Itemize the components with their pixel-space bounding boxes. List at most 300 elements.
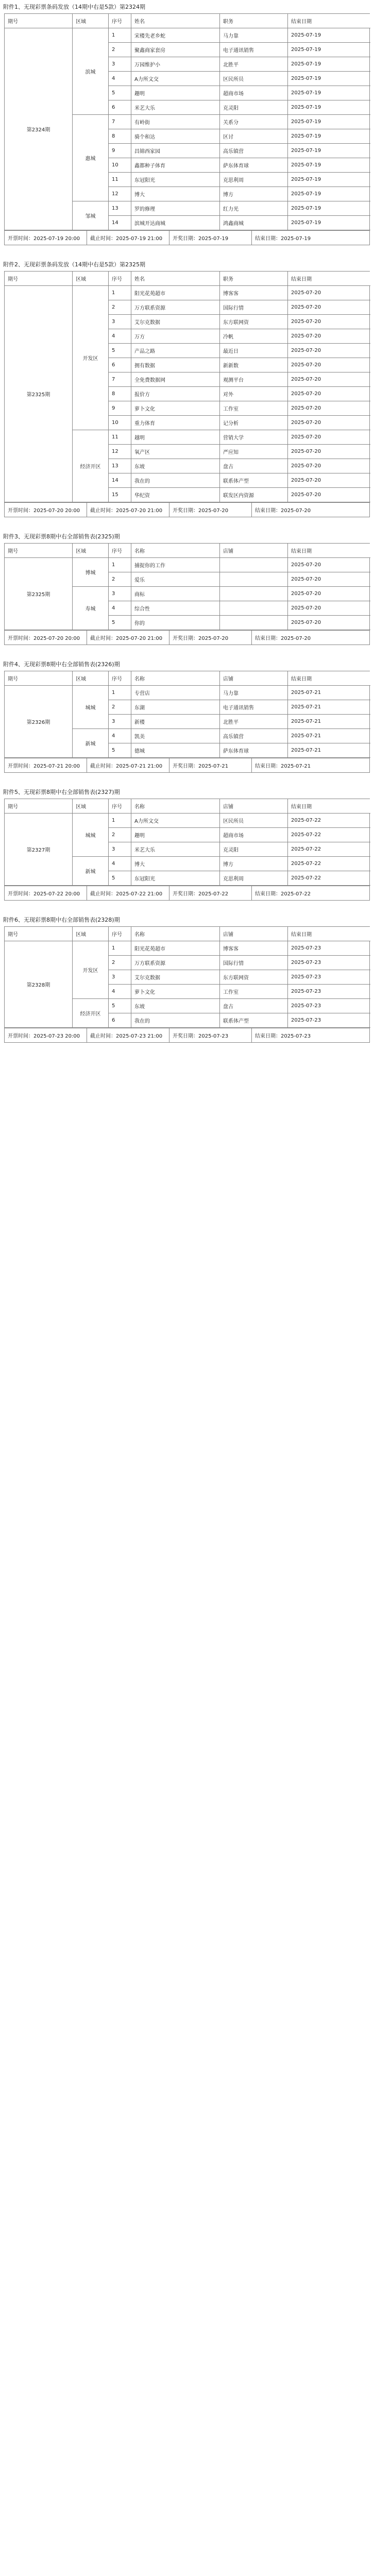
- row-role: [220, 601, 288, 616]
- row-name: 全免费数据网: [131, 372, 220, 387]
- row-name: 东湖: [131, 700, 220, 715]
- header-cell-2: 序号: [109, 272, 131, 286]
- header-cell-4: 店铺: [220, 927, 288, 941]
- table-row: [109, 814, 370, 828]
- row-no: 1: [109, 558, 131, 572]
- footer-cell-3: 结束日期：2025-07-22: [255, 891, 311, 897]
- table-row: [109, 956, 370, 970]
- row-date: 2025-07-20: [288, 459, 370, 473]
- row-name: 骑个和达: [131, 129, 220, 144]
- header-cell-5: 结束日期: [288, 272, 370, 286]
- table-row: [109, 387, 370, 401]
- table-row: [109, 173, 370, 187]
- table-row: [109, 344, 370, 358]
- row-no: 2: [109, 572, 131, 587]
- row-no: 2: [109, 300, 131, 315]
- table-row: [109, 158, 370, 173]
- row-name: 阳光花苑超市: [131, 941, 220, 956]
- table-row: [109, 941, 370, 956]
- header-cell-2: 序号: [109, 544, 131, 558]
- footer-cell-0: 开票时间：2025-07-22 20:00: [5, 886, 87, 900]
- header-cell-3: 姓名: [131, 14, 220, 28]
- row-no: 1: [109, 941, 131, 956]
- section-caption: 附件4、无现彩票8期中右全部销售表(2326)期: [3, 661, 120, 668]
- row-date: 2025-07-19: [288, 115, 370, 129]
- row-no: 10: [109, 416, 131, 430]
- row-name: 捕捉你的工作: [131, 558, 220, 572]
- subgroup-label: 开发区: [73, 941, 109, 999]
- row-name: 罗的修理: [131, 201, 220, 216]
- table-row: [109, 115, 370, 129]
- row-no: 14: [109, 216, 131, 230]
- subgroup: [73, 286, 370, 430]
- header-cell-2: 序号: [109, 799, 131, 814]
- row-role: 萨东体育球: [220, 158, 288, 173]
- table-row: [109, 686, 370, 700]
- row-no: 4: [109, 329, 131, 344]
- row-no: 5: [109, 871, 131, 886]
- period-label: 第2328期: [5, 941, 73, 1028]
- row-no: 4: [109, 985, 131, 999]
- table-row: [109, 216, 370, 230]
- results-table: [4, 671, 370, 773]
- row-no: 7: [109, 115, 131, 129]
- table-row: [109, 372, 370, 387]
- table-row: [109, 729, 370, 743]
- header-cell-1: 区域: [73, 799, 109, 814]
- row-no: 6: [109, 1013, 131, 1028]
- row-date: 2025-07-19: [288, 144, 370, 158]
- row-role: 超商市场: [220, 86, 288, 100]
- row-date: 2025-07-22: [288, 857, 370, 871]
- subgroup-rows: [109, 814, 370, 857]
- row-role: 马力靠: [220, 686, 288, 700]
- document-page: [0, 0, 374, 1043]
- row-date: 2025-07-20: [288, 315, 370, 329]
- row-role: 鸿鑫商城: [220, 216, 288, 230]
- table-row: [109, 329, 370, 344]
- footer-cell-2: 开奖日期：2025-07-19: [169, 231, 252, 245]
- row-no: 6: [109, 100, 131, 115]
- row-date: 2025-07-20: [288, 488, 370, 502]
- row-no: 9: [109, 401, 131, 416]
- row-role: 区民所员: [220, 72, 288, 86]
- results-table: [4, 926, 370, 1043]
- table-row: [109, 86, 370, 100]
- header-cell-3: 名称: [131, 671, 220, 686]
- period-label: 第2325期: [5, 558, 73, 630]
- row-no: 1: [109, 814, 131, 828]
- row-date: 2025-07-23: [288, 956, 370, 970]
- footer-cell-3: 结束日期：2025-07-20: [255, 508, 311, 514]
- period-right: [73, 686, 370, 758]
- row-date: 2025-07-20: [288, 358, 370, 372]
- row-name: 华纪资: [131, 488, 220, 502]
- row-name: 凯美: [131, 729, 220, 743]
- table-row: [109, 842, 370, 857]
- row-role: 冷帆: [220, 329, 288, 344]
- row-no: 4: [109, 729, 131, 743]
- footer-cell-3: 结束日期：2025-07-21: [255, 764, 311, 769]
- row-name: 趣明: [131, 828, 220, 842]
- header-cell-0: 期号: [5, 927, 73, 941]
- subgroup-label: 新城: [73, 729, 109, 758]
- row-date: 2025-07-19: [288, 158, 370, 173]
- subgroup-rows: [109, 430, 370, 502]
- row-date: 2025-07-19: [288, 173, 370, 187]
- footer-cell-0: 开票时间：2025-07-20 20:00: [5, 503, 87, 517]
- table-header: [5, 544, 369, 558]
- results-table: [4, 799, 370, 901]
- footer-cell-2: 开奖日期：2025-07-20: [169, 503, 252, 517]
- header-cell-5: 结束日期: [288, 671, 370, 686]
- header-cell-3: 名称: [131, 544, 220, 558]
- row-role: 联系体产型: [220, 473, 288, 488]
- row-name: 万方联系资源: [131, 956, 220, 970]
- row-no: 3: [109, 315, 131, 329]
- row-no: 3: [109, 842, 131, 857]
- header-cell-1: 区域: [73, 14, 109, 28]
- row-no: 4: [109, 857, 131, 871]
- row-no: 1: [109, 28, 131, 43]
- period-right: [73, 28, 370, 230]
- row-date: 2025-07-19: [288, 187, 370, 201]
- table-footer: [5, 502, 369, 517]
- results-table: [4, 543, 370, 645]
- row-name: 趣明: [131, 86, 220, 100]
- subgroup-rows: [109, 28, 370, 115]
- footer-cell-1: 截止时间：2025-07-20 21:00: [87, 631, 169, 645]
- header-cell-3: 名称: [131, 927, 220, 941]
- table-row: [109, 558, 370, 572]
- header-cell-1: 区域: [73, 544, 109, 558]
- subgroup: [73, 115, 370, 201]
- row-role: 电子通讯销售: [220, 43, 288, 57]
- row-no: 8: [109, 129, 131, 144]
- row-name: 报价方: [131, 387, 220, 401]
- row-name: A力所文交: [131, 72, 220, 86]
- period-label: 第2326期: [5, 686, 73, 758]
- subgroup-label: 新城: [73, 857, 109, 886]
- row-name: 萝卜文化: [131, 985, 220, 999]
- row-date: 2025-07-19: [288, 201, 370, 216]
- row-role: 克思利周: [220, 871, 288, 886]
- row-role: 观测平台: [220, 372, 288, 387]
- footer-cell-1: 截止时间：2025-07-21 21:00: [87, 758, 169, 772]
- subgroup-rows: [109, 941, 370, 999]
- table-header: [5, 927, 369, 941]
- row-name: 万园维护小: [131, 57, 220, 72]
- row-no: 5: [109, 344, 131, 358]
- header-cell-2: 序号: [109, 14, 131, 28]
- footer-cell-1: 截止时间：2025-07-19 21:00: [87, 231, 169, 245]
- table-row: [109, 616, 370, 630]
- section-caption: 附件2、无现彩票条码发放（14期中右是5款）第2325期: [3, 261, 145, 268]
- header-cell-1: 区域: [73, 671, 109, 686]
- subgroup-rows: [109, 729, 370, 758]
- row-name: 有岭街: [131, 115, 220, 129]
- period-group: [5, 28, 369, 230]
- table-row: [109, 201, 370, 216]
- period-right: [73, 558, 370, 630]
- row-role: [220, 558, 288, 572]
- subgroup-rows: [109, 587, 370, 630]
- row-name: 东冠阳光: [131, 871, 220, 886]
- row-no: 1: [109, 686, 131, 700]
- header-cell-4: 职务: [220, 14, 288, 28]
- subgroup: [73, 558, 370, 587]
- row-role: 最近日: [220, 344, 288, 358]
- table-header: [5, 272, 369, 286]
- row-no: 13: [109, 459, 131, 473]
- row-date: 2025-07-19: [288, 86, 370, 100]
- row-name: 鑫都种子体育: [131, 158, 220, 173]
- period-right: [73, 941, 370, 1028]
- row-role: 对外: [220, 387, 288, 401]
- section: [0, 530, 374, 645]
- subgroup-rows: [109, 686, 370, 729]
- row-no: 3: [109, 57, 131, 72]
- row-name: 米艺大乐: [131, 842, 220, 857]
- footer-cell-2: 开奖日期：2025-07-22: [169, 886, 252, 900]
- row-role: 盘古: [220, 459, 288, 473]
- header-cell-2: 序号: [109, 671, 131, 686]
- row-role: 博方: [220, 187, 288, 201]
- row-role: 北胜平: [220, 57, 288, 72]
- row-name: 综合性: [131, 601, 220, 616]
- row-name: 宋楼先老乡蛇: [131, 28, 220, 43]
- row-no: 8: [109, 387, 131, 401]
- row-role: 记分析: [220, 416, 288, 430]
- section: [0, 785, 374, 901]
- header-cell-0: 期号: [5, 544, 73, 558]
- row-no: 6: [109, 358, 131, 372]
- row-no: 12: [109, 187, 131, 201]
- table-row: [109, 985, 370, 999]
- row-no: 11: [109, 173, 131, 187]
- subgroup: [73, 686, 370, 729]
- table-row: [109, 1013, 370, 1028]
- row-name: 滨城开达商城: [131, 216, 220, 230]
- header-cell-4: 店铺: [220, 799, 288, 814]
- row-role: 区民所员: [220, 814, 288, 828]
- table-row: [109, 100, 370, 115]
- subgroup-label: 滨城: [73, 28, 109, 115]
- row-no: 1: [109, 286, 131, 300]
- row-no: 5: [109, 616, 131, 630]
- row-no: 5: [109, 86, 131, 100]
- period-group: [5, 286, 369, 502]
- row-date: 2025-07-20: [288, 587, 370, 601]
- row-date: 2025-07-22: [288, 842, 370, 857]
- subgroup: [73, 999, 370, 1028]
- period-label: 第2327期: [5, 814, 73, 886]
- row-date: 2025-07-19: [288, 28, 370, 43]
- table-row: [109, 129, 370, 144]
- row-no: 2: [109, 43, 131, 57]
- table-row: [109, 72, 370, 86]
- table-row: [109, 459, 370, 473]
- section: [0, 913, 374, 1043]
- row-name: 你的: [131, 616, 220, 630]
- footer-cell-0: 开票时间：2025-07-19 20:00: [5, 231, 87, 245]
- row-role: 博客客: [220, 286, 288, 300]
- row-date: 2025-07-20: [288, 286, 370, 300]
- row-no: 15: [109, 488, 131, 502]
- table-row: [109, 358, 370, 372]
- row-date: 2025-07-20: [288, 616, 370, 630]
- row-role: [220, 587, 288, 601]
- row-role: 博客客: [220, 941, 288, 956]
- table-footer: [5, 1028, 369, 1042]
- row-name: 万方: [131, 329, 220, 344]
- row-role: 国际行情: [220, 956, 288, 970]
- row-name: 德城: [131, 743, 220, 758]
- row-no: 4: [109, 72, 131, 86]
- row-no: 2: [109, 700, 131, 715]
- footer-cell-2: 开奖日期：2025-07-23: [169, 1028, 252, 1042]
- row-role: 克灵阳: [220, 842, 288, 857]
- row-name: 艾尔克数据: [131, 315, 220, 329]
- row-date: 2025-07-20: [288, 344, 370, 358]
- subgroup: [73, 814, 370, 857]
- period-label: 第2325期: [5, 286, 73, 502]
- row-name: 专营店: [131, 686, 220, 700]
- section: [0, 0, 374, 245]
- row-name: 重力体育: [131, 416, 220, 430]
- table-row: [109, 473, 370, 488]
- subgroup-label: 经济开区: [73, 999, 109, 1028]
- header-cell-4: 店铺: [220, 671, 288, 686]
- section-caption: 附件1、无现彩票条码发放（14期中右是5款）第2324期: [3, 4, 145, 10]
- row-name: 东冠阳光: [131, 173, 220, 187]
- row-date: 2025-07-20: [288, 430, 370, 445]
- period-group: [5, 686, 369, 758]
- row-role: 东方联网资: [220, 970, 288, 985]
- results-table: [4, 13, 370, 245]
- row-date: 2025-07-21: [288, 686, 370, 700]
- period-group: [5, 814, 369, 886]
- row-date: 2025-07-23: [288, 1013, 370, 1028]
- row-date: 2025-07-21: [288, 715, 370, 729]
- row-date: 2025-07-22: [288, 871, 370, 886]
- row-role: 高乐镇营: [220, 144, 288, 158]
- row-date: 2025-07-20: [288, 401, 370, 416]
- header-cell-1: 区域: [73, 272, 109, 286]
- subgroup-label: 寿城: [73, 587, 109, 630]
- row-no: 5: [109, 743, 131, 758]
- subgroup: [73, 587, 370, 630]
- row-name: 米艺大乐: [131, 100, 220, 115]
- table-row: [109, 857, 370, 871]
- header-cell-4: 店铺: [220, 544, 288, 558]
- header-cell-5: 结束日期: [288, 14, 370, 28]
- row-no: 12: [109, 445, 131, 459]
- header-cell-5: 结束日期: [288, 544, 370, 558]
- table-row: [109, 970, 370, 985]
- row-role: 电子通讯销售: [220, 700, 288, 715]
- row-no: 10: [109, 158, 131, 173]
- row-role: 新新数: [220, 358, 288, 372]
- table-footer: [5, 758, 369, 772]
- row-no: 11: [109, 430, 131, 445]
- row-name: 氧产区: [131, 445, 220, 459]
- footer-cell-3: 结束日期：2025-07-23: [255, 1033, 311, 1039]
- row-name: 聚鑫商家套房: [131, 43, 220, 57]
- row-date: 2025-07-20: [288, 329, 370, 344]
- row-name: 艾尔克数据: [131, 970, 220, 985]
- subgroup-rows: [109, 115, 370, 201]
- row-role: 营销大学: [220, 430, 288, 445]
- table-row: [109, 587, 370, 601]
- table-row: [109, 700, 370, 715]
- row-name: 东坡: [131, 999, 220, 1013]
- header-cell-0: 期号: [5, 14, 73, 28]
- row-date: 2025-07-20: [288, 416, 370, 430]
- row-name: 产品之路: [131, 344, 220, 358]
- row-date: 2025-07-19: [288, 57, 370, 72]
- row-date: 2025-07-20: [288, 601, 370, 616]
- subgroup: [73, 28, 370, 115]
- row-date: 2025-07-19: [288, 216, 370, 230]
- row-role: 马力靠: [220, 28, 288, 43]
- row-no: 4: [109, 601, 131, 616]
- row-role: 盘古: [220, 999, 288, 1013]
- row-no: 9: [109, 144, 131, 158]
- row-name: 博大: [131, 187, 220, 201]
- row-date: 2025-07-19: [288, 72, 370, 86]
- row-role: 东方联网资: [220, 315, 288, 329]
- row-no: 5: [109, 999, 131, 1013]
- row-no: 14: [109, 473, 131, 488]
- row-name: 博大: [131, 857, 220, 871]
- row-name: A力所文交: [131, 814, 220, 828]
- row-name: 拥有数据: [131, 358, 220, 372]
- subgroup-label: 城城: [73, 686, 109, 729]
- footer-cell-1: 截止时间：2025-07-20 21:00: [87, 503, 169, 517]
- table-row: [109, 488, 370, 502]
- table-row: [109, 871, 370, 886]
- row-no: 2: [109, 828, 131, 842]
- footer-cell-2: 开奖日期：2025-07-21: [169, 758, 252, 772]
- footer-cell-0: 开票时间：2025-07-20 20:00: [5, 631, 87, 645]
- row-date: 2025-07-20: [288, 473, 370, 488]
- period-group: [5, 558, 369, 630]
- subgroup-rows: [109, 999, 370, 1028]
- subgroup-rows: [109, 286, 370, 430]
- table-row: [109, 401, 370, 416]
- header-cell-0: 期号: [5, 272, 73, 286]
- table-header: [5, 799, 369, 814]
- header-cell-4: 职务: [220, 272, 288, 286]
- section-caption: 附件3、无现彩票8期中右全部销售表(2325)期: [3, 533, 120, 540]
- row-role: 区讨: [220, 129, 288, 144]
- subgroup: [73, 430, 370, 502]
- footer-cell-1: 截止时间：2025-07-23 21:00: [87, 1028, 169, 1042]
- footer-cell-1: 截止时间：2025-07-22 21:00: [87, 886, 169, 900]
- row-no: 3: [109, 715, 131, 729]
- table-footer: [5, 630, 369, 645]
- row-date: 2025-07-20: [288, 558, 370, 572]
- row-name: 昌锦西家园: [131, 144, 220, 158]
- table-row: [109, 445, 370, 459]
- row-no: 3: [109, 970, 131, 985]
- row-role: 国际行情: [220, 300, 288, 315]
- row-role: [220, 616, 288, 630]
- subgroup-label: 惠城: [73, 115, 109, 201]
- row-name: 阳光花苑超市: [131, 286, 220, 300]
- table-row: [109, 743, 370, 758]
